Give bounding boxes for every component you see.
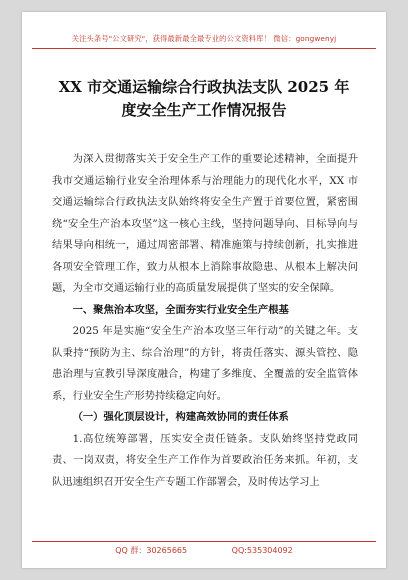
footer-divider — [32, 541, 376, 542]
document-page — [22, 12, 386, 568]
subsection-1-paragraph: 1.高位统筹部署，压实安全责任链条。支队始终坚持党政同责、一岗双责，将安全生产工作作为首要政治任务来抓。年初，支队迅速组织召开安全生产专题工作部署会，及时传达学习上 — [52, 432, 358, 488]
header-promo-note: 关注头条号"公文研究"，获得最新最全最专业的公文资料库！ 微信：gongwenyj — [71, 34, 337, 43]
subsection-1-heading: （一）强化顶层设计，构建高效协同的责任体系 — [72, 411, 289, 423]
title-line-1: XX 市交通运输综合行政执法支队 2025 年 — [58, 78, 350, 96]
section-1-paragraph: 2025 年是实施“安全生产治本攻坚三年行动”的关键之年。支队秉持“预防为主、综合治理”的方针，将责任落实、源头管控、隐患治理与宣教引导深度融合，构建了多维度、全覆盖的安全监管体系，行业安全生产形势持续稳定向好。 — [52, 325, 358, 402]
section-1-heading: 一、聚焦治本攻坚，全面夯实行业安全生产根基 — [72, 303, 289, 316]
title-line-2: 度安全生产工作情况报告 — [121, 101, 287, 119]
document-body — [52, 149, 358, 493]
footer-qq-group: QQ 群：30265665 — [115, 546, 188, 555]
footer-qq: QQ:535304092 — [231, 546, 293, 555]
header-divider — [32, 48, 376, 49]
footer-contact — [22, 545, 386, 556]
document-title — [44, 76, 364, 122]
intro-paragraph: 为深入贯彻落实关于安全生产工作的重要论述精神，全面提升我市交通运输行业安全治理体系与治理能力的现代化水平，XX 市交通运输综合行政执法支队始终将安全生产置于首要位置，紧密围绕“安全生产治本攻坚”这一核心主线，坚持问题导向、目标导向与结果导向相统一，通过周密部署、精准施策与持续创新，扎实推进各项安全管理工作，致力从根本上消除事故隐患、从根本上解决问题，为全市交通运输行业的高质量发展提供了坚实的安全保障。 — [52, 153, 358, 294]
